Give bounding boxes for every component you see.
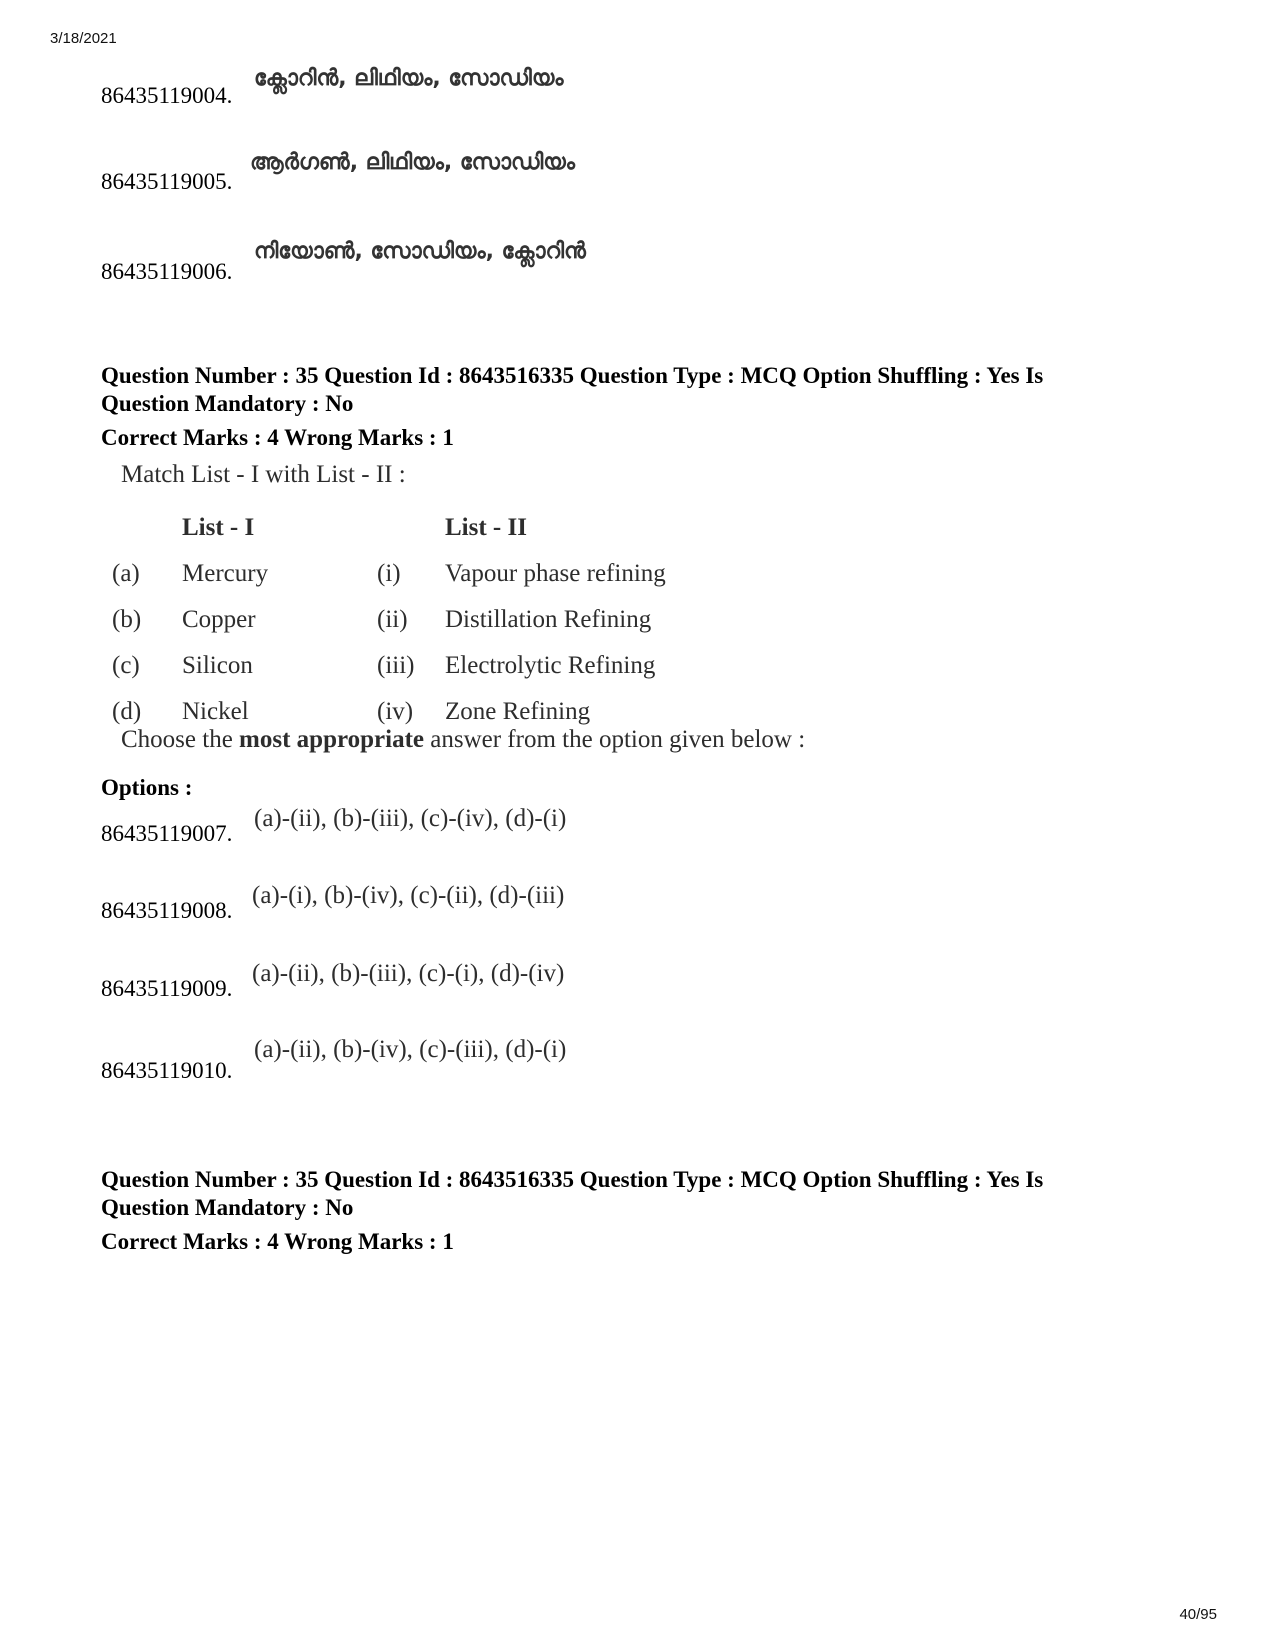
print-date: 3/18/2021 xyxy=(50,30,117,47)
option-text: (a)-(i), (b)-(iv), (c)-(ii), (d)-(iii) xyxy=(252,882,565,909)
list1-item: Silicon xyxy=(182,652,253,679)
question-header-line: Question Mandatory : No xyxy=(101,391,354,416)
row-label: (b) xyxy=(112,606,142,633)
list2-header: List - II xyxy=(445,514,527,541)
question-intro: Match List - I with List - II : xyxy=(121,461,406,488)
question-header-line: Question Number : 35 Question Id : 8643516335 Question Type : MCQ Option Shuffling : Yes Is xyxy=(101,363,1044,388)
list1-header: List - I xyxy=(182,514,255,541)
instruction-emphasis: most appropriate xyxy=(239,726,424,753)
table-row xyxy=(112,551,745,597)
list1-item: Copper xyxy=(182,606,256,633)
list1-item: Mercury xyxy=(182,560,269,587)
list2-item: Zone Refining xyxy=(445,698,591,725)
option-id: 86435119005. xyxy=(101,169,233,194)
list2-item: Electrolytic Refining xyxy=(445,652,656,679)
instruction-text: Choose the xyxy=(121,726,240,753)
match-table xyxy=(112,505,745,735)
row-label: (d) xyxy=(112,698,142,725)
list2-item: Vapour phase refining xyxy=(445,560,666,587)
option-text: ക്ലോറിൻ, ലിഥിയം, സോഡിയം xyxy=(254,66,564,91)
row-label: (c) xyxy=(112,652,140,679)
option-text: (a)-(ii), (b)-(iii), (c)-(i), (d)-(iv) xyxy=(252,960,565,987)
page-number: 40/95 xyxy=(1179,1606,1217,1623)
option-id: 86435119007. xyxy=(101,821,233,846)
question-header-line: Question Mandatory : No xyxy=(101,1195,354,1220)
option-id: 86435119004. xyxy=(101,83,233,108)
table-row xyxy=(112,643,745,689)
question-marks: Correct Marks : 4 Wrong Marks : 1 xyxy=(101,1229,454,1254)
row-label: (ii) xyxy=(377,606,408,633)
option-text: (a)-(ii), (b)-(iv), (c)-(iii), (d)-(i) xyxy=(254,1036,567,1063)
match-table-header-row xyxy=(112,505,745,551)
list2-item: Distillation Refining xyxy=(445,606,652,633)
option-id: 86435119009. xyxy=(101,976,233,1001)
row-label: (iv) xyxy=(377,698,414,725)
instruction-text: answer from the option given below : xyxy=(424,726,806,753)
question-marks: Correct Marks : 4 Wrong Marks : 1 xyxy=(101,425,454,450)
table-row xyxy=(112,597,745,643)
option-id: 86435119010. xyxy=(101,1058,233,1083)
question-instruction xyxy=(121,726,805,754)
list1-item: Nickel xyxy=(182,698,249,725)
option-id: 86435119008. xyxy=(101,898,233,923)
options-label: Options : xyxy=(101,775,193,800)
row-label: (i) xyxy=(377,560,401,587)
row-label: (a) xyxy=(112,560,140,587)
option-text: നിയോൺ, സോഡിയം, ക്ലോറിൻ xyxy=(254,239,586,264)
option-id: 86435119006. xyxy=(101,259,233,284)
question-header-line: Question Number : 35 Question Id : 8643516335 Question Type : MCQ Option Shuffling : Yes Is xyxy=(101,1167,1044,1192)
option-text: (a)-(ii), (b)-(iii), (c)-(iv), (d)-(i) xyxy=(254,805,567,832)
option-text: ആർഗൺ, ലിഥിയം, സോഡിയം xyxy=(250,150,576,175)
row-label: (iii) xyxy=(377,652,415,679)
